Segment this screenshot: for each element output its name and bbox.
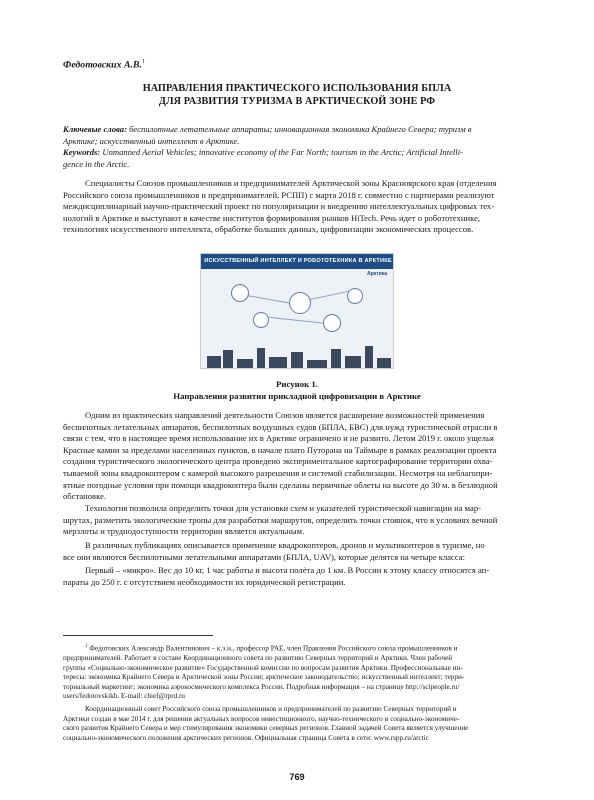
figure-caption-number: Рисунок 1. [276, 379, 318, 389]
footnote-line: Арктики создан в мае 2014 г. для решения актуальных вопросов инвестиционного, научно-технического и социально-экономиче- [63, 714, 460, 723]
keywords-en-line-2: gence in the Arctic. [63, 158, 130, 169]
figure-node-icon [231, 284, 249, 302]
footnote-line: ского развития Крайнего Севера и мер стимулирования экономики северных регионов. Главной задачей Совета является улучшение [63, 724, 469, 733]
body-line: создания туристического экологического центра проведено экспериментальное картографирование территории охва- [63, 456, 493, 467]
footnote-2 [63, 705, 537, 743]
keywords-en-line-1 [63, 147, 537, 159]
figure-node-icon [253, 312, 269, 328]
body-line: Одним из практических направлений деятельности Союзов является расширение возможностей применения [85, 410, 485, 420]
body-line: В различных публикациях описывается применение квадрокоптеров, дронов и мультикоптеров в туризме, но [85, 540, 485, 550]
intro-line: нологий в Арктике и выступают в качестве институтов формирования рынков HiTech. Речь идет о робототехнике, [63, 212, 481, 223]
author-footnote-mark: 1 [141, 59, 145, 65]
body-line: связи с тем, что в настоящее время использование их в Арктике ограничено и не развито. Летом 2019 г. около ущелья [63, 433, 494, 444]
body-line: все они являются беспилотными летательными аппаратами (БПЛА, UAV), которые делятся на четыре класса: [63, 551, 465, 562]
body-paragraph-3 [63, 540, 537, 563]
body-line: ятные погодные условия при помощи квадрокоптера были сделаны первичные облеты на высоте до 30 м. в безлюдной [63, 479, 498, 490]
figure-sub-label: Арктика [367, 271, 387, 277]
body-paragraph-1 [63, 410, 537, 503]
footnote-line: Координационный совет Российского союза промышленников и предпринимателей по развитию Северных территорий и [85, 705, 457, 713]
body-line: параты до 250 г. с отсутствием необходимости их юридической регистрации. [63, 576, 346, 587]
body-line: тываемой зоны квадрокоптером с камерой высокого разрешения и системой стабилизации. Несмотря на неблагопри- [63, 467, 493, 478]
keywords-ru-line-1 [63, 124, 537, 136]
body-line: Первый – «микро». Вес до 10 кг, 1 час работы и высота полёта до 1 км. В России к этому классу относятся ап- [85, 565, 490, 575]
figure-caption [60, 379, 534, 402]
footnote-line: группы «Социально-экономическое развитие» Государственной комиссии по вопросам развития Арктики. Профессиональные ин- [63, 663, 463, 672]
intro-line: междисциплинарный научно-практический проект по популяризации и внедрению интеллектуальных цифровых тех- [63, 201, 495, 212]
keywords-block [63, 124, 537, 170]
figure-node-icon [323, 314, 341, 332]
author-name: Федотовских А.В. [63, 59, 142, 71]
figure-skyline-graphic [201, 342, 394, 368]
keywords-ru-text-1: беспилотные летательные аппараты; инновационная экономика Крайнего Севера; туризм в [126, 124, 472, 134]
keywords-ru-line-2: Арктике; искусственный интеллект в Арктике. [63, 135, 240, 146]
body-line: Красные камни за пределами населенных пунктов, в начале плато Путорана на Таймыре в рамках реализации проекта [63, 444, 497, 455]
body-line: беспилотных летательных аппаратов, беспилотных воздушных судов (БПЛА, БВС) для нужд туристической отрасли в [63, 421, 498, 432]
footnote-divider [63, 635, 213, 636]
footnote-mark: 1 [85, 644, 88, 649]
figure-infographic [200, 253, 394, 369]
body-paragraph-4 [63, 565, 537, 588]
page-number: 769 [289, 772, 305, 782]
title-line-1: НАПРАВЛЕНИЯ ПРАКТИЧЕСКОГО ИСПОЛЬЗОВАНИЯ БПЛА [142, 83, 452, 94]
keywords-en-text-1: Unmanned Aerial Vehicles; innovative economy of the Far North; tourism in the Arctic; Artificial Intelli- [100, 147, 463, 158]
author-line [63, 59, 145, 70]
intro-paragraph [63, 178, 537, 236]
figure-node-icon [347, 288, 363, 304]
footnote-line: социально-экономического положения арктических регионов. Официальная страница Совета в сети: www.rspp.ru/arctic [63, 733, 429, 742]
footnote-line: ториальный маркетинг; экономика аэрокосмического комплекса России. Подробная информация – на странице http://scipeople.ru/ [63, 682, 460, 691]
title-line-2: ДЛЯ РАЗВИТИЯ ТУРИЗМА В АРКТИЧЕСКОЙ ЗОНЕ РФ [158, 96, 436, 107]
intro-line: Специалисты Союзов промышленников и предпринимателей Арктической зоны Красноярского края (отделения [85, 178, 497, 188]
keywords-ru-label: Ключевые слова: [63, 124, 127, 134]
body-line: мерзлоты и труднодоступности территории является актуальным. [63, 526, 305, 537]
body-line: Технология позволила определить точки для установки схем и указателей туристической навигации на мар- [85, 503, 482, 513]
intro-line: Российского союза промышленников и предпринимателей, РСПП) с марта 2018 г. совместно с партнерами реализуют [63, 189, 495, 200]
body-line: шрутах, разметить экологические тропы для разработки маршрутов, определить точки стоянок, что в условиях вечной [63, 514, 498, 525]
body-paragraph-2 [63, 503, 537, 538]
footnote-line [63, 642, 537, 654]
figure-caption-title: Направления развития прикладной цифровизации в Арктике [173, 390, 421, 401]
figure-connector [261, 316, 331, 324]
figure-banner: ИСКУССТВЕННЫЙ ИНТЕЛЛЕКТ И РОБОТОТЕХНИКА В АРКТИКЕ [201, 254, 394, 269]
footnote-1 [63, 642, 537, 702]
footnote-line: предпринимателей. Работает в составе Координационного совета по развитию Северных территорий и Арктики. Член рабочей [63, 653, 453, 662]
keywords-en-label: Keywords: [63, 147, 101, 158]
article-title [60, 82, 534, 108]
figure-node-icon [289, 292, 311, 314]
intro-line: технологиях искусственного интеллекта, обработке больших данных, цифровизации экономических процессов. [63, 224, 474, 235]
body-line: обстановке. [63, 491, 107, 502]
footnote-text: Федотовских Александр Валентинович – к.э.н., профессор РАЕ, член Правления Российского союза промышленников и [89, 644, 458, 653]
footnote-line: тересы: экономика Крайнего Севера и Арктической зоны России; арктическое законодательство; искусственный интеллект; терри- [63, 673, 465, 682]
footnote-line: users/fedotovskikh. E-mail: chief@rprd.ru [63, 692, 185, 701]
